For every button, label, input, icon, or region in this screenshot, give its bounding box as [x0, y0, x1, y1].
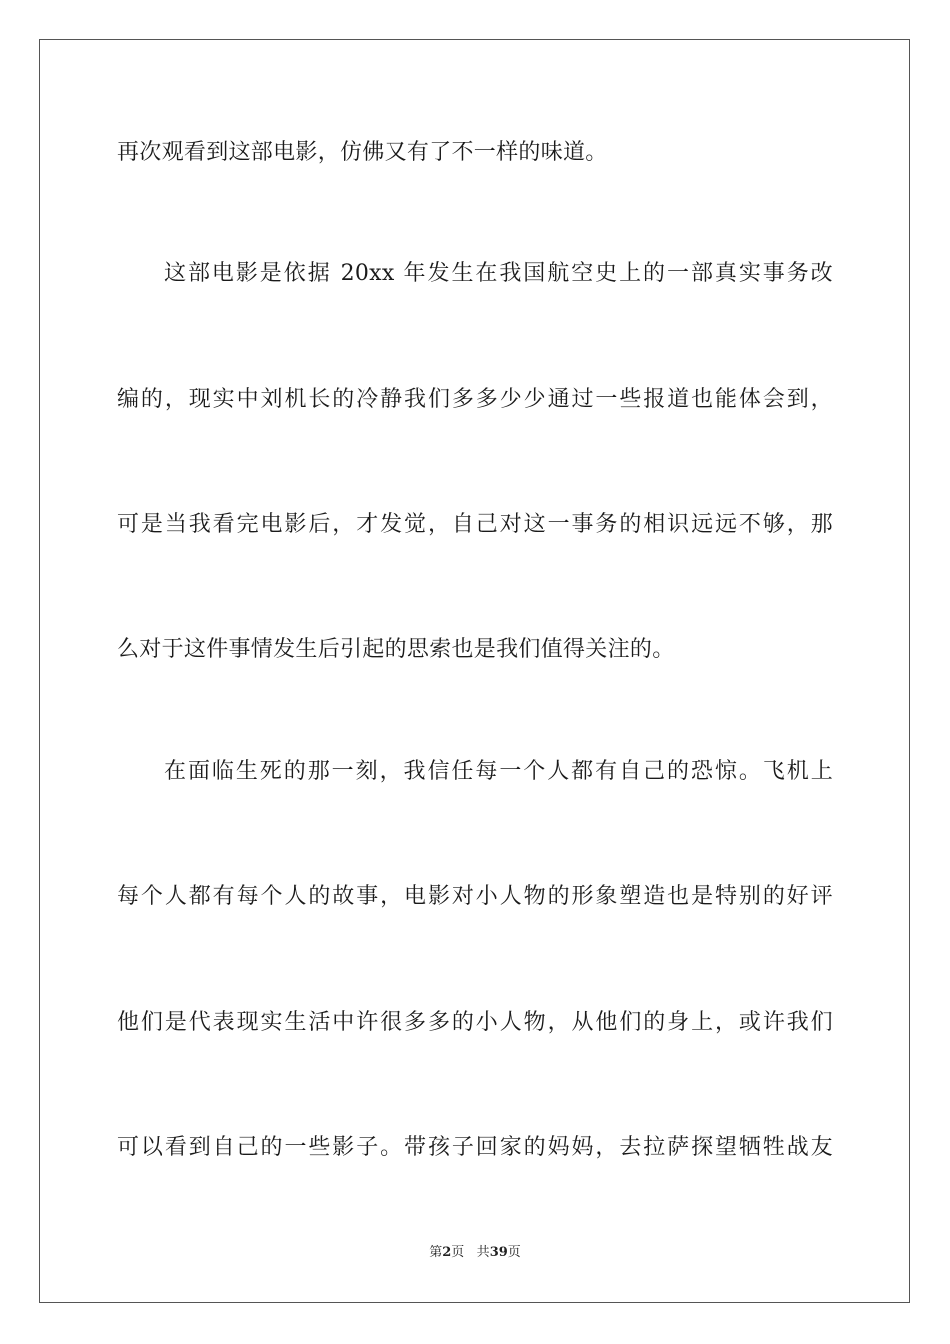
text-line: 可是当我看完电影后，才发觉，自己对这一事务的相识远远不够，那 — [117, 512, 833, 537]
text-line: 编的，现实中刘机长的冷静我们多多少少通过一些报道也能体会到， — [117, 387, 833, 412]
total-prefix: 共 — [476, 1245, 490, 1260]
text-line: 在面临生死的那一刻，我信任每一个人都有自己的恐惊。飞机上 — [164, 759, 833, 784]
text-line: 再次观看到这部电影，仿佛又有了不一样的味道。 — [117, 140, 608, 165]
total-pages: 39 — [489, 1245, 508, 1260]
text-line: 他们是代表现实生活中许很多多的小人物，从他们的身上，或许我们 — [117, 1010, 833, 1035]
page-border — [39, 39, 910, 1303]
page-number: 2 — [442, 1245, 452, 1260]
text-line: 可以看到自己的一些影子。带孩子回家的妈妈，去拉萨探望牺牲战友 — [117, 1135, 833, 1160]
text-line: 每个人都有每个人的故事，电影对小人物的形象塑造也是特别的好评 — [117, 884, 833, 909]
text-line: 么对于这件事情发生后引起的思索也是我们值得关注的。 — [117, 637, 675, 662]
page-prefix: 第 — [429, 1245, 443, 1260]
total-suffix: 页 — [507, 1245, 521, 1260]
text-line: 这部电影是依据 20xx 年发生在我国航空史上的一部真实事务改 — [164, 261, 833, 286]
page-suffix: 页 — [451, 1245, 465, 1260]
page-footer — [0, 1244, 950, 1262]
